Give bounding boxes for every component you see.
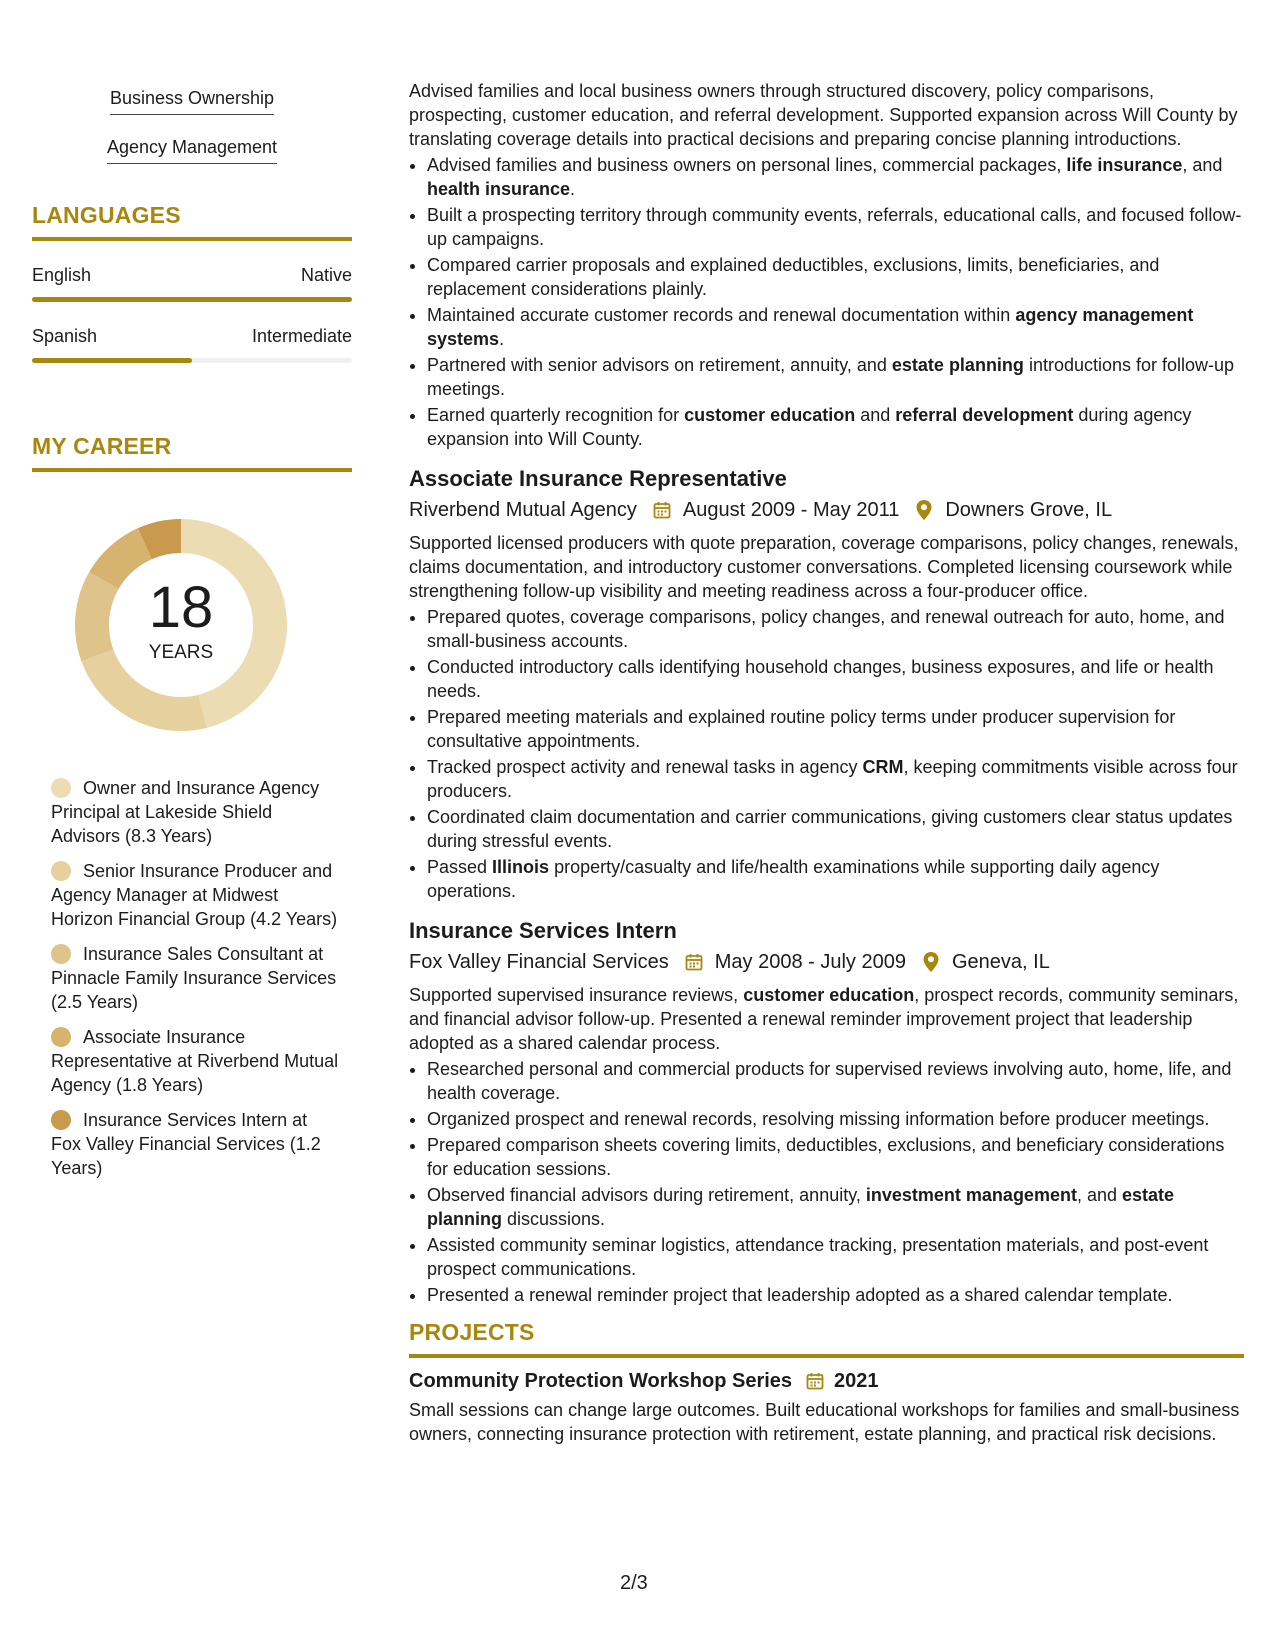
bullet-item: [427, 353, 1244, 401]
text-run: Observed financial advisors during retirement, annuity,: [427, 1185, 866, 1205]
skill-tags: [32, 80, 352, 178]
project-entry: [409, 1368, 1244, 1446]
bullet-item: [427, 1283, 1244, 1307]
calendar-icon: [804, 1370, 826, 1392]
project-year: 2021: [834, 1370, 879, 1392]
career-legend: [51, 776, 341, 1180]
projects-section: [409, 1319, 1244, 1446]
project-description: Small sessions can change large outcomes. Built educational workshops for families and small-business owners, connecting insurance protection with retirement, estate planning, and practical risk decisions.: [409, 1400, 1240, 1444]
career-legend-label: Insurance Services Intern at Fox Valley Financial Services (1.2 Years): [51, 1110, 321, 1178]
career-title: MY CAREER: [32, 433, 352, 472]
career-total-years: 18: [148, 575, 214, 640]
bold-keyword: investment management: [865, 1185, 1077, 1205]
bold-keyword: estate planning: [427, 1185, 1175, 1229]
text-run: discussions.: [502, 1209, 606, 1229]
bold-keyword: customer education: [684, 405, 856, 425]
job-title: Insurance Services Intern: [409, 918, 677, 943]
bold-keyword: life insurance: [1066, 155, 1183, 175]
language-row: [32, 263, 352, 302]
text-run: Tracked prospect activity and renewal tasks in agency: [427, 757, 863, 777]
job-meta: [409, 949, 1244, 975]
job-dates: August 2009 - May 2011: [682, 499, 900, 521]
bullet-item: [427, 203, 1244, 251]
company-name: Fox Valley Financial Services: [409, 951, 669, 973]
text-run: , and: [1076, 1185, 1122, 1205]
career-section: [32, 433, 352, 1180]
text-run: .: [499, 329, 505, 349]
job-summary: [409, 983, 1244, 1055]
project-header: [409, 1368, 1244, 1394]
bullet-item: [427, 403, 1244, 451]
text-run: Researched personal and commercial products for supervised reviews involving auto, home, life, and health coverage.: [427, 1059, 1232, 1103]
job-bullets: [409, 1057, 1244, 1307]
job-entry: [409, 917, 1244, 1307]
job-bullets: [409, 605, 1244, 903]
career-legend-label: Owner and Insurance Agency Principal at Lakeside Shield Advisors (8.3 Years): [51, 778, 320, 846]
bullet-item: [427, 755, 1244, 803]
text-run: .: [570, 179, 576, 199]
text-run: property/casualty and life/health examinations while supporting daily agency operations.: [427, 857, 1160, 901]
legend-dot-icon: [51, 778, 71, 798]
language-row: [32, 324, 352, 363]
language-name: English: [32, 265, 92, 285]
company-name: Riverbend Mutual Agency: [409, 499, 637, 521]
career-legend-item: [51, 942, 341, 1014]
bullet-item: [427, 1107, 1244, 1131]
bullet-item: [427, 1133, 1244, 1181]
text-run: Assisted community seminar logistics, attendance tracking, presentation materials, and post-event prospect communications.: [427, 1235, 1209, 1279]
location-pin-icon: [920, 951, 942, 973]
career-legend-label: Associate Insurance Representative at Riverbend Mutual Agency (1.8 Years): [51, 1027, 339, 1095]
language-level-fill: [32, 358, 192, 363]
bold-keyword: CRM: [862, 757, 904, 777]
career-donut-chart: [66, 510, 296, 740]
project-name: Community Protection Workshop Series: [409, 1370, 793, 1392]
languages-section: [32, 202, 352, 363]
career-total-unit: YEARS: [148, 642, 214, 663]
text-run: Supported supervised insurance reviews,: [409, 985, 744, 1005]
text-run: Presented a renewal reminder project that leadership adopted as a shared calendar template.: [427, 1285, 1173, 1305]
text-run: Earned quarterly recognition for: [427, 405, 685, 425]
language-level: Intermediate: [251, 326, 352, 346]
bullet-item: [427, 605, 1244, 653]
career-legend-label: Insurance Sales Consultant at Pinnacle Family Insurance Services (2.5 Years): [51, 944, 337, 1012]
job-entry: [409, 465, 1244, 903]
bold-keyword: estate planning: [891, 355, 1024, 375]
text-run: Compared carrier proposals and explained deductibles, exclusions, limits, beneficiaries, and replacement considerations plainly.: [427, 255, 1160, 299]
sidebar: [32, 80, 352, 1191]
job-meta: [409, 497, 1244, 523]
text-run: Prepared meeting materials and explained routine policy terms under producer supervision for consultative appointments.: [427, 707, 1176, 751]
legend-dot-icon: [51, 944, 71, 964]
job-title: Associate Insurance Representative: [409, 466, 787, 491]
job-location: Geneva, IL: [951, 951, 1050, 973]
text-run: , and: [1182, 155, 1223, 175]
languages-title: LANGUAGES: [32, 202, 352, 241]
text-run: Partnered with senior advisors on retirement, annuity, and: [427, 355, 892, 375]
bullet-item: [427, 705, 1244, 753]
bold-keyword: agency management systems: [427, 305, 1194, 349]
projects-title: PROJECTS: [409, 1319, 1244, 1358]
job-dates: May 2008 - July 2009: [714, 951, 906, 973]
text-run: Built a prospecting territory through community events, referrals, educational calls, and focused follow-up campaigns.: [427, 205, 1242, 249]
career-legend-item: [51, 1025, 341, 1097]
bullet-item: [427, 253, 1244, 301]
bold-keyword: Illinois: [492, 857, 550, 877]
career-legend-item: [51, 859, 341, 931]
text-run: Supported licensed producers with quote preparation, coverage comparisons, policy changes, renewals, claims documentation, and introductory customer conversations. Completed licensing coursework while strengthening follow-up visibility and meeting readiness across a four-producer office.: [409, 533, 1239, 601]
bold-keyword: health insurance: [427, 179, 571, 199]
language-name: Spanish: [32, 326, 98, 346]
text-run: Prepared quotes, coverage comparisons, policy changes, and renewal outreach for auto, home, and small-business accounts.: [427, 607, 1225, 651]
legend-dot-icon: [51, 861, 71, 881]
career-legend-label: Senior Insurance Producer and Agency Manager at Midwest Horizon Financial Group (4.2 Years): [51, 861, 338, 929]
text-run: Conducted introductory calls identifying household changes, business exposures, and life or health needs.: [427, 657, 1214, 701]
main-content: [409, 79, 1244, 1446]
text-run: Prepared comparison sheets covering limits, deductibles, exclusions, and beneficiary considerations for education sessions.: [427, 1135, 1225, 1179]
calendar-icon: [683, 951, 705, 973]
bullet-item: [427, 805, 1244, 853]
bullet-item: [427, 1057, 1244, 1105]
text-run: Organized prospect and renewal records, resolving missing information before producer meetings.: [427, 1109, 1210, 1129]
text-run: during agency expansion into Will County.: [427, 405, 1192, 449]
text-run: , prospect records, community seminars, and financial advisor follow-up. Presented a renewal reminder improvement project that leadership adopted as a shared calendar process.: [409, 985, 1239, 1053]
bullet-item: [427, 655, 1244, 703]
intro-bullets: [409, 153, 1244, 451]
career-legend-item: [51, 1108, 341, 1180]
text-run: , keeping commitments visible across four producers.: [427, 757, 1238, 801]
bullet-item: [427, 153, 1244, 201]
calendar-icon: [651, 499, 673, 521]
skill-tag: Business Ownership: [110, 80, 274, 115]
location-pin-icon: [913, 499, 935, 521]
job-summary: [409, 531, 1244, 603]
job-location: Downers Grove, IL: [945, 499, 1113, 521]
legend-dot-icon: [51, 1027, 71, 1047]
bullet-item: [427, 1183, 1244, 1231]
bullet-item: [427, 303, 1244, 351]
intro-summary: Advised families and local business owners through structured discovery, policy comparisons, prospecting, customer education, and referral development. Supported expansion across Will County by translating coverage details into practical decisions and preparing concise planning introductions.: [409, 81, 1238, 149]
text-run: Maintained accurate customer records and renewal documentation within: [427, 305, 1016, 325]
text-run: Advised families and business owners on personal lines, commercial packages,: [427, 155, 1067, 175]
bullet-item: [427, 855, 1244, 903]
skill-tag: Agency Management: [107, 129, 277, 164]
bold-keyword: customer education: [743, 985, 915, 1005]
language-level-bar: [32, 358, 352, 363]
bold-keyword: referral development: [895, 405, 1074, 425]
page-number: 2/3: [620, 1572, 648, 1594]
language-level-bar: [32, 297, 352, 302]
text-run: Passed: [427, 857, 493, 877]
legend-dot-icon: [51, 1110, 71, 1130]
text-run: and: [855, 405, 896, 425]
text-run: Coordinated claim documentation and carrier communications, giving customers clear status updates during stressful events.: [427, 807, 1233, 851]
career-legend-item: [51, 776, 341, 848]
language-level: Native: [300, 265, 352, 285]
bullet-item: [427, 1233, 1244, 1281]
language-level-fill: [32, 297, 352, 302]
text-run: introductions for follow-up meetings.: [427, 355, 1235, 399]
